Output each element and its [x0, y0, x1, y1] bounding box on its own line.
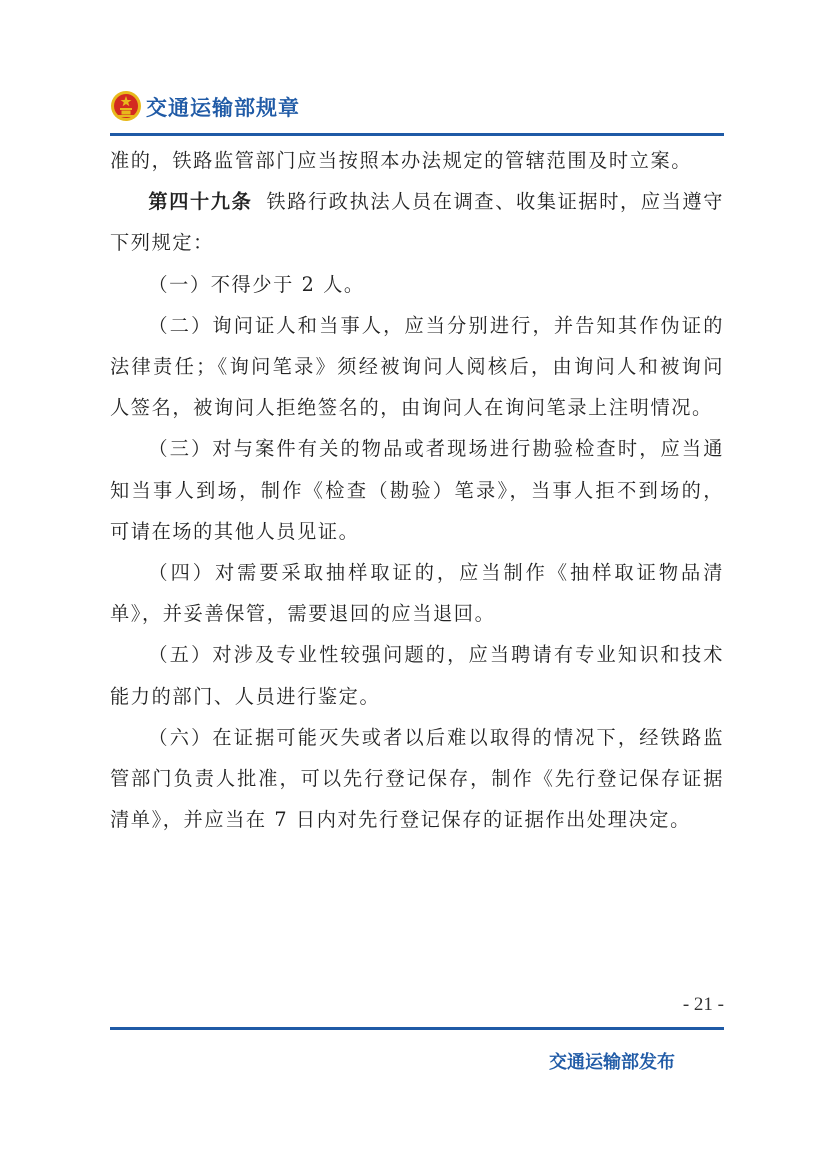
paragraph-continuation: 准的，铁路监管部门应当按照本办法规定的管辖范围及时立案。 — [110, 149, 693, 172]
header-divider — [110, 133, 724, 136]
clause-3: （三）对与案件有关的物品或者现场进行勘验检查时，应当通知当事人到场，制作《检查（勘验）笔录》，当事人拒不到场的，可请在场的其他人员见证。 — [110, 437, 724, 543]
clause-1: （一）不得少于 2 人。 — [148, 272, 365, 296]
page-number: - 21 - — [682, 994, 724, 1015]
clause-2: （二）询问证人和当事人，应当分别进行，并告知其作伪证的法律责任；《询问笔录》须经被询问人阅核后，由询问人和被询问人签名，被询问人拒绝签名的，由询问人在询问笔录上注明情况。 — [110, 313, 724, 420]
article-text: 铁路行政执法人员在调查、收集证据时，应当遵守下列规定： — [110, 190, 725, 255]
article-49 — [110, 181, 724, 263]
footer-divider — [110, 1027, 724, 1030]
publisher-label: 交通运输部发布 — [549, 1052, 675, 1073]
clause-4: （四）对需要采取抽样取证的，应当制作《抽样取证物品清单》，并妥善保管，需要退回的应当退回。 — [110, 561, 724, 626]
header-title: 交通运输部规章 — [146, 96, 300, 120]
article-label: 第四十九条 — [148, 190, 253, 214]
document-body — [110, 140, 724, 840]
national-emblem-icon — [110, 90, 142, 122]
clause-5: （五）对涉及专业性较强问题的，应当聘请有专业知识和技术能力的部门、人员进行鉴定。 — [110, 643, 724, 708]
page-header — [110, 88, 724, 136]
clause-6: （六）在证据可能灭失或者以后难以取得的情况下，经铁路监管部门负责人批准，可以先行登记保存，制作《先行登记保存证据清单》，并应当在 7 日内对先行登记保存的证据作出处理决定。 — [110, 725, 724, 832]
